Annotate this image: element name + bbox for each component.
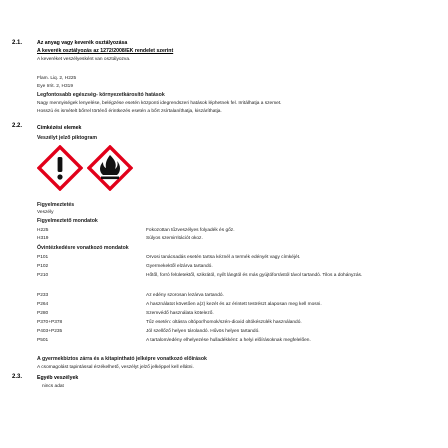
hazard-code: H225	[37, 228, 49, 233]
effects-line: Nagy mennyiségek lenyelése, belégzése esetén központi idegrendszeri hatások léphetnek fel. Irritálhatja a szemet.	[37, 101, 282, 106]
precaution-text: Jól szellőző helyen tárolandó. Hűvös helyen tartandó.	[146, 329, 260, 334]
child-resistant-text: A csomagolást tapintással érzékelhető, veszélyt jelző jelképpel kell ellátni.	[37, 365, 194, 370]
precaution-text: A használatot követően a(z) kezét és az érintett testrészt alaposan meg kell mosni.	[146, 302, 322, 307]
precaution-code: P280	[37, 311, 49, 316]
section-title: Címkézési elemek	[37, 125, 82, 131]
section-number: 2.3.	[12, 374, 23, 380]
precaution-text: Szemvédő használata kötelező.	[146, 311, 214, 316]
classification-note: A keveréket veszélyesként van osztályozva.	[37, 57, 131, 62]
section-number: 2.1.	[12, 40, 23, 46]
precaution-code: P501	[37, 338, 49, 343]
section-subtitle: A keverék osztályozás az 1272/2008/EK rendelet szerint	[37, 48, 174, 54]
precaution-text: Gyermekektől elzárva tartandó.	[146, 264, 213, 269]
hazard-statements-title: Figyelmeztető mondatok	[37, 218, 98, 224]
precaution-text: Tűz esetén: oltásra oltópor/homok/szén-dioxid oltókészülék használandó.	[146, 320, 302, 325]
precaution-code: P264	[37, 302, 49, 307]
precaution-code: P101	[37, 255, 49, 260]
hazard-text: Fokozottan tűzveszélyes folyadék és gőz.	[146, 228, 235, 233]
signal-word: Veszély	[37, 210, 54, 215]
precaution-text: Hőtől, forró felületektől, szikrától, nyílt lángtól és más gyújtóforrástól távol tartandó. Tilos a dohányzás.	[146, 273, 363, 278]
child-resistant-title: A gyermekbiztos zárra és a kitapintható jelképre vonatkozó előírások	[37, 356, 207, 362]
section-title: Az anyag vagy keverék osztályozása	[37, 40, 128, 46]
precaution-title: Óvintézkedésre vonatkozó mondatok	[37, 245, 129, 251]
precaution-code: P233	[37, 293, 49, 298]
hazard-text: Súlyos szemirritációt okoz.	[146, 236, 203, 241]
precaution-text: A tartalom/edény elhelyezése hulladékként: a helyi előírásoknak megfelelően.	[146, 338, 311, 343]
other-hazards-text: nincs adat	[42, 384, 64, 389]
precaution-text: Az edény szorosan lezárva tartandó.	[146, 293, 224, 298]
signal-title: Figyelmeztetés	[37, 202, 75, 208]
classification-line: Eye Irrit. 2, H319	[37, 84, 73, 89]
pictogram-title: Veszélyt jelző piktogram	[37, 135, 97, 141]
precaution-code: P403+P235	[37, 329, 63, 334]
precaution-code: P102	[37, 264, 49, 269]
precaution-code: P210	[37, 273, 49, 278]
effects-title: Legfontosabb egészség- környezetkárosító hatások	[37, 92, 165, 98]
flame-icon	[87, 145, 133, 191]
section-number: 2.2.	[12, 123, 23, 129]
precaution-code: P370+P378	[37, 320, 63, 325]
section-title: Egyéb veszélyek	[37, 375, 79, 381]
classification-line: Flam. Liq. 2, H225	[37, 76, 77, 81]
effects-line: Hosszú és ismételt bőrrel történő érintkezés esetén a bőrt zsírtalaníthatja, kiszáríthatja.	[37, 109, 222, 114]
exclamation-mark-icon	[37, 145, 83, 191]
precaution-text: Orvosi tanácsadás esetén tartsa kéznél a termék edényét vagy címkéjét.	[146, 255, 301, 260]
hazard-code: H319	[37, 236, 49, 241]
